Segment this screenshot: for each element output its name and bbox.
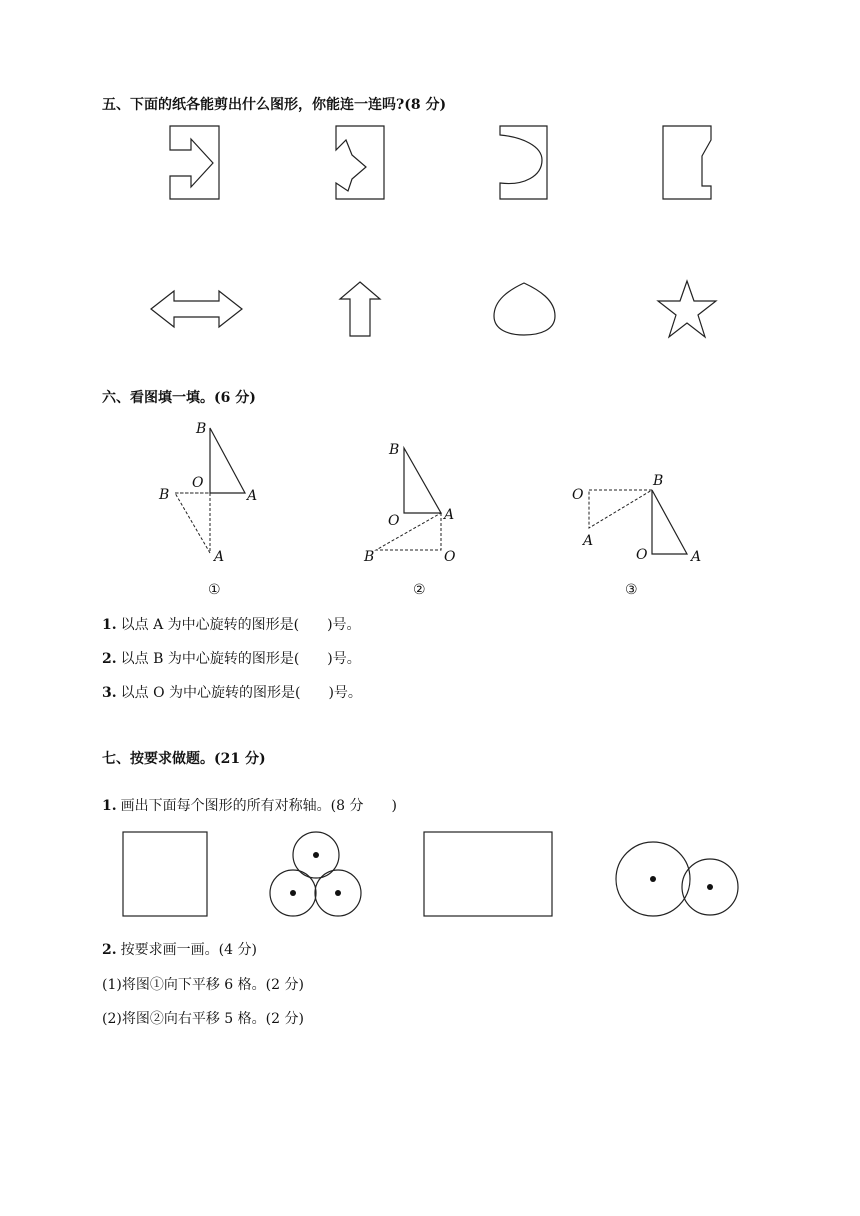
section7-q2-number: 2. [102, 942, 117, 958]
fig2-marker: ② [413, 582, 426, 598]
rectangle-shape [424, 832, 552, 916]
section7-q2-sub-1: (1)将图①向下平移 6 格。(2 分) [102, 977, 304, 993]
rotation-figure-1 [158, 421, 257, 598]
double-arrow-shape [151, 291, 242, 327]
rotation-figure-3 [572, 473, 701, 598]
fig3-marker: ③ [625, 582, 638, 598]
fig3-label-o-top: O [572, 487, 584, 503]
question-3-number: 3. [102, 685, 117, 701]
fig2-label-o-bottom: O [444, 549, 456, 565]
question-3 [102, 684, 362, 702]
question-2-number: 2. [102, 651, 117, 667]
fig3-label-a-bottom: A [691, 549, 702, 565]
two-circles-shape [616, 842, 738, 916]
section7-q1-text: 画出下面每个图形的所有对称轴。(8 分 ) [120, 798, 397, 814]
question-2 [102, 650, 361, 668]
fig1-label-b-top: B [196, 421, 207, 437]
fig1-label-a-right: A [247, 488, 258, 504]
section7-q2-sub-2: (2)将图②向右平移 5 格。(2 分) [102, 1011, 304, 1027]
section7-title: 七、按要求做题。(21 分) [102, 751, 266, 767]
square-shape [123, 832, 207, 916]
fig2-label-a: A [444, 507, 455, 523]
paper-arrow-piece [170, 126, 219, 199]
star-shape [658, 281, 716, 337]
fig2-label-b-bottom: B [364, 549, 375, 565]
fig1-label-a-bottom: A [214, 549, 225, 565]
up-arrow-shape [340, 282, 380, 336]
paper-heart-piece [500, 126, 547, 199]
question-1-text: 以点 A 为中心旋转的图形是( )号。 [120, 617, 361, 633]
question-1-number: 1. [102, 617, 117, 633]
paper-star-piece [336, 126, 384, 199]
question-2-text: 以点 B 为中心旋转的图形是( )号。 [120, 651, 361, 667]
section6-title: 六、看图填一填。(6 分) [102, 390, 256, 406]
fig2-label-o-mid: O [388, 513, 400, 529]
fig1-marker: ① [208, 582, 221, 598]
question-1 [102, 616, 361, 634]
paper-notch-piece [663, 126, 711, 199]
three-circles-shape [270, 832, 361, 916]
section7-q2 [102, 941, 257, 959]
fig3-label-a-left: A [583, 533, 594, 549]
section7-q1-number: 1. [102, 798, 117, 814]
fig2-label-b-top: B [389, 442, 400, 458]
section7-q1 [102, 797, 397, 815]
question-3-text: 以点 O 为中心旋转的图形是( )号。 [120, 685, 362, 701]
fig1-label-b-left: B [159, 487, 170, 503]
fig1-label-o: O [192, 475, 204, 491]
section7-q2-text: 按要求画一画。(4 分) [120, 942, 257, 958]
heart-shape [494, 283, 555, 335]
section5-title: 五、下面的纸各能剪出什么图形，你能连一连吗?(8 分) [102, 97, 447, 113]
rotation-figure-2 [363, 442, 456, 598]
fig3-label-o-bottom: O [636, 547, 648, 563]
fig3-label-b: B [653, 473, 664, 489]
